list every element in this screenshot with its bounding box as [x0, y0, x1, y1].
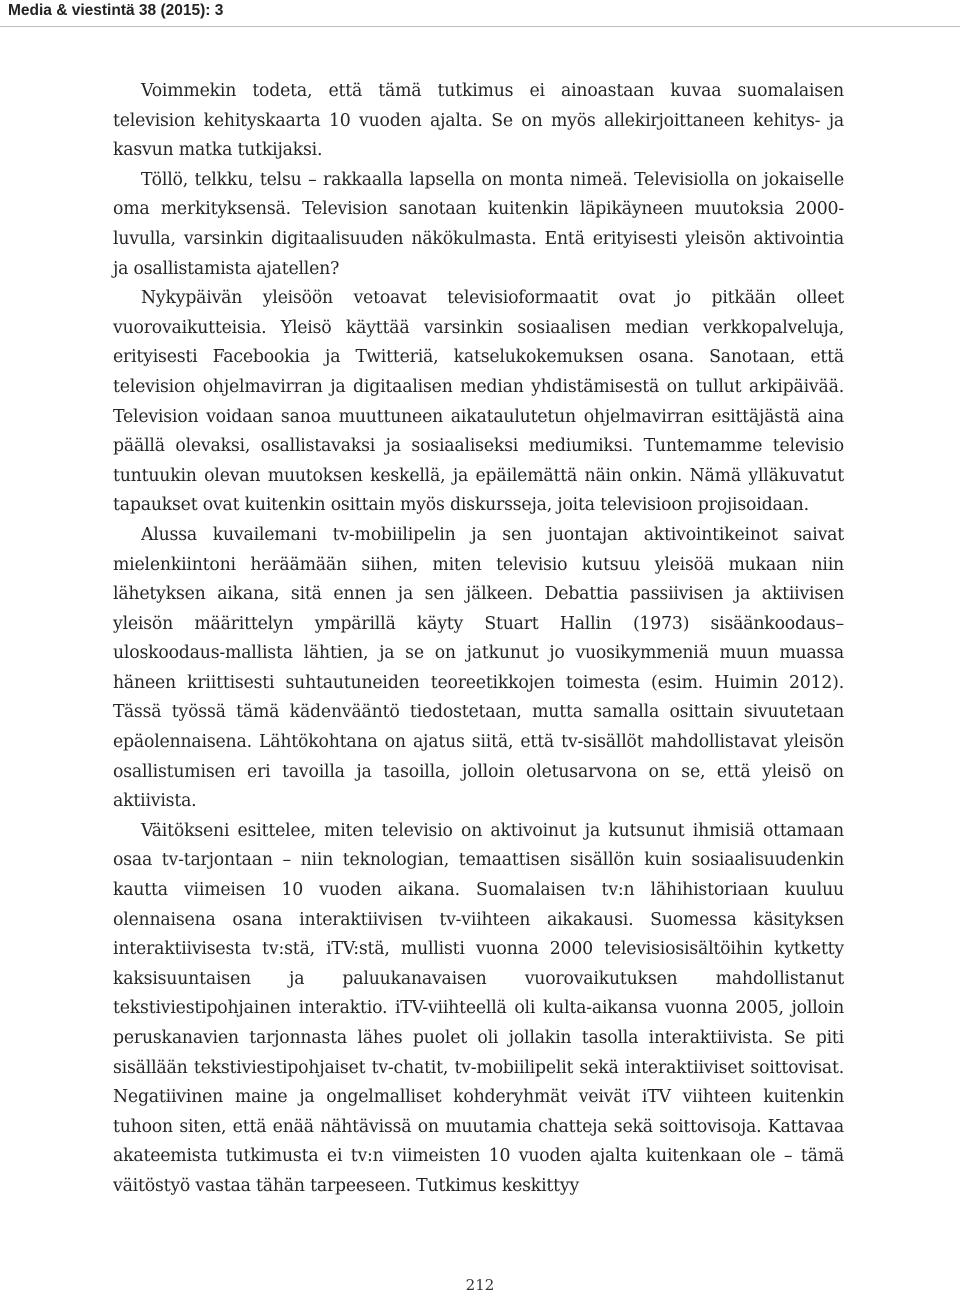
journal-title: Media & viestintä 38 (2015): 3 — [8, 2, 224, 19]
paragraph: Alussa kuvailemani tv-mobiilipelin ja sen juontajan aktivointikeinot saivat mielenkiintoni heräämään siihen, miten televisio kutsuu yleisöä mukaan niin lähetyksen aikana, sitä ennen ja sen jälkeen. Debattia passiivisen ja aktiivisen yleisön määrittelyn ympärillä käyty Stuart Hallin (1973) sisäänkoodaus–uloskoodaus-mallista lähtien, ja se on jatkunut jo vuosikymmeniä muun muassa häneen kriittisesti suhtautuneiden teoreetikkojen toimesta (esim. Huimin 2012). Tässä työssä tämä kädenvääntö tiedostetaan, mutta samalla osittain sivuutetaan epäolennaisena. Lähtökohtana on ajatus siitä, että tv-sisällöt mahdollistavat yleisön osallistumisen eri tavoilla ja tasoilla, jolloin oletusarvona on se, että yleisö on aktiivista. — [113, 524, 844, 812]
article-body — [113, 77, 844, 1202]
paragraph: Voimmekin todeta, että tämä tutkimus ei ainoastaan kuvaa suomalaisen television kehityskaarta 10 vuoden ajalta. Se on myös allekirjoittaneen kehitys- ja kasvun matka tutkijaksi. — [113, 81, 844, 161]
header-divider — [0, 26, 960, 27]
paragraph: Väitökseni esittelee, miten televisio on aktivoinut ja kutsunut ihmisiä ottamaan osaa tv-tarjontaan – niin teknologian, temaattisen sisällön kuin sosiaalisuudenkin kautta viimeisen 10 vuoden aikana. Suomalaisen tv:n lähihistoriaan kuuluu olennaisena osana interaktiivisen tv-viihteen aikakausi. Suomessa käsityksen interaktiivisesta tv:stä, iTV:stä, mullisti vuonna 2000 televisiosisältöihin kytketty kaksisuuntaisen ja paluukanavaisen vuorovaikutuksen mahdollistanut tekstiviestipohjainen interaktio. iTV-viihteellä oli kulta-aikansa vuonna 2005, jolloin peruskanavien tarjonnasta lähes puolet oli jollakin tasolla interaktiivista. Se piti sisällään tekstiviestipohjaiset tv-chatit, tv-mobiilipelit sekä interaktiiviset soittovisat. Negatiivinen maine ja ongelmalliset kohderyhmät veivät iTV viihteen kuitenkin tuhoon siten, että enää nähtävissä on muutamia chatteja sekä soittovisoja. Kattavaa akateemista tutkimusta ei tv:n viimeisten 10 vuoden ajalta kuitenkaan ole – tämä väitöstyö vastaa tähän tarpeeseen. Tutkimus keskittyy — [113, 820, 844, 1196]
paragraph: Nykypäivän yleisöön vetoavat televisioformaatit ovat jo pitkään olleet vuorovaikutteisia. Yleisö käyttää varsinkin sosiaalisen median verkkopalveluja, erityisesti Facebookia ja Twitteriä, katselukokemuksen osana. Sanotaan, että television ohjelmavirran ja digitaalisen median yhdistämisestä on tullut arkipäivää. Television voidaan sanoa muuttuneen aikataulutetun ohjelmavirran esittäjästä aina päällä olevaksi, osallistavaksi ja sosiaaliseksi mediumiksi. Tuntemamme televisio tuntuukin olevan muutoksen keskellä, ja epäilemättä näin onkin. Nämä ylläkuvatut tapaukset ovat kuitenkin osittain myös diskursseja, joita televisioon projisoidaan. — [113, 288, 844, 516]
page-number: 212 — [465, 1276, 495, 1294]
paragraph: Töllö, telkku, telsu – rakkaalla lapsella on monta nimeä. Televisiolla on jokaiselle oma merkityksensä. Television sanotaan kuitenkin läpikäyneen muutoksia 2000-luvulla, varsinkin digitaalisuuden näkökulmasta. Entä erityisesti yleisön aktivointia ja osallistamista ajatellen? — [113, 169, 844, 279]
running-header — [0, 0, 960, 30]
